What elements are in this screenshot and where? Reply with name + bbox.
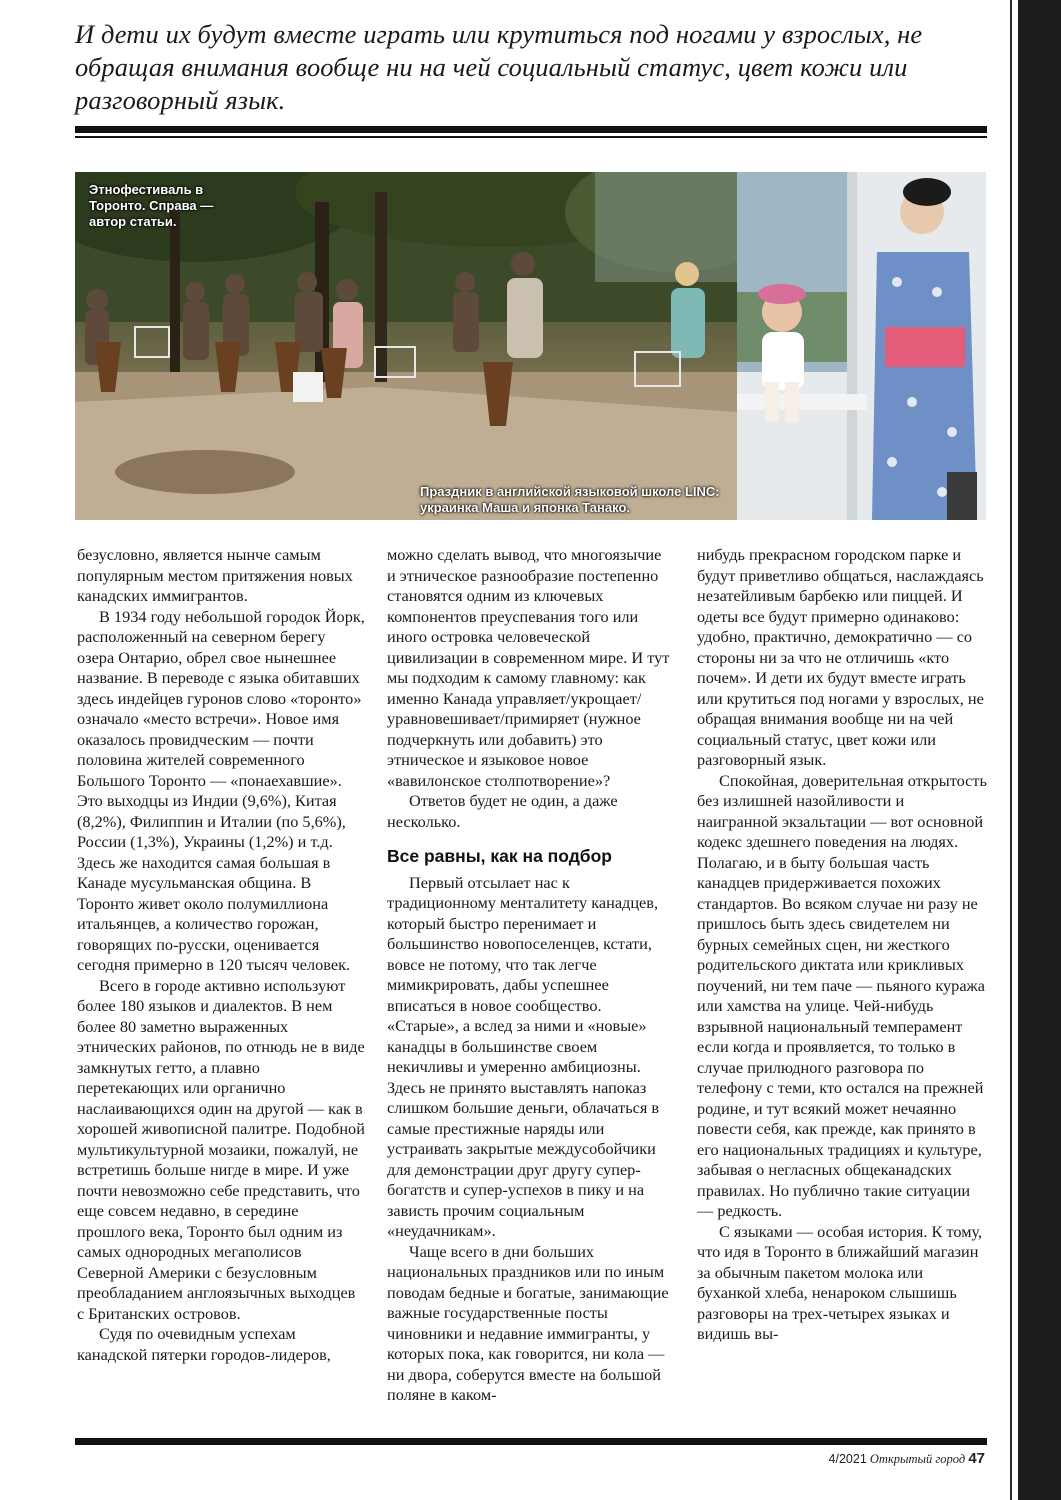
article-column-3 (697, 545, 987, 1345)
paragraph: можно сделать вывод, что многоязычие и этническое разнообразие постепенно становятся одним из ключевых компонентов преуспевания того или иного островка человеческой цивилизации в современном мире. И тут мы подходим к самому главному: как именно Канада управляет/укрощает/уравновешивает/примиряет (нужное подчеркнуть или добавить) это этническое и языковое новое «вавилонское столпотворение»? (387, 545, 670, 790)
pullquote-rule (75, 126, 987, 133)
paragraph: Спокойная, доверительная открытость без излишней назойливости и наигранной экзальтации — вот основной кодекс здешнего поведения на людях. Полагаю, и в быту большая часть канадцев придерживается похожих стандартов. Во всяком случае ни разу не пришлось быть здесь свидетелем ни бурных семейных сцен, ни жесткого родительского диктата или крикливых поучений, ни тем паче — пьяного куража или хамства на улице. Чей-нибудь взрывной национальный темперамент если когда и проявляется, то только в случае прилюдного разговора по телефону с теми, кто остался на прежней родине, и тут всякий может нечаянно повести себя, как прежде, как принято в его национальных традициях и культуре, забывая о негласных общеканадских правилах. Но публично такие ситуации — редкость. (697, 770, 987, 1220)
paragraph: Ответов будет не один, а даже несколько. (387, 791, 618, 831)
pull-quote: И дети их будут вместе играть или крутиться под ногами у взрослых, не обращая внимания вообще ни на чей социальный статус, цвет кожи или разговорный язык. (75, 19, 923, 115)
footer-rule (75, 1438, 987, 1445)
photo-caption-school: Праздник в английской языковой школе LINC: украинка Маша и японка Танако. (420, 484, 720, 515)
paragraph: безусловно, является нынче самым популярным местом притяжения новых канадских иммигрантов. (77, 545, 353, 605)
article-column-1 (77, 545, 365, 1365)
school-celebration-scene (737, 172, 986, 520)
paragraph: С языками — особая история. К тому, что идя в Торонто в ближайший магазин за обычным пакетом молока или буханкой хлеба, ненароком слышишь разговоры на трех-четырех языках и видишь вы- (697, 1221, 983, 1343)
section-subheading: Все равны, как на подбор (387, 846, 612, 866)
page-edge-line (1010, 0, 1012, 1500)
issue-number: 4/2021 (828, 1452, 867, 1466)
school-celebration-photo (737, 172, 986, 520)
paragraph: Первый отсылает нас к традиционному менталитету канадцев, который быстро перенимает и большинство новопоселенцев, кстати, вовсе не потому, что так легче мимикрировать, дабы успешнее вписаться в новое сообщество. «Старые», а вслед за ними и «новые» канадцы в большинстве своем некичливы и умеренно амбициозны. Здесь не принято выставлять напоказ слишком большие деньги, облачаться в самые престижные наряды или устраивать закрытые междусобойчики для демонстрации друг другу супер-богатств и супер-успехов в пику и на зависть прочим социальным «неудачникам». (387, 872, 660, 1240)
paragraph: Всего в городе активно используют более 180 языков и диалектов. В нем более 80 заметно выраженных этнических районов, по отнюдь не в виде замкнутых гетто, а плавно перетекающих или органично наслаивающихся один на другой — как в хорошей живописной палитре. Подобной мультикультурной мозаики, пожалуй, не встретишь больше нигде в мире. И уже почти невозможно себе представить, что еще совсем недавно, в середине прошлого века, Торонто был одним из самых однородных мегаполисов Северной Америки с безусловным преобладанием англоязычных выходцев с Британских островов. (77, 975, 365, 1323)
page-number: 47 (968, 1450, 985, 1467)
paragraph: Судя по очевидным успехам канадской пятерки городов-лидеров, (77, 1324, 331, 1364)
pullquote-rule-thin (75, 136, 987, 138)
magazine-title: Открытый город (869, 1452, 966, 1466)
paragraph: Чаще всего в дни больших национальных праздников или по иным поводам бедные и богатые, занимающие важные государственные посты чиновники и недавние иммигранты, у которых пока, как говорится, ни кола — ни двора, соберутся вместе на большой поляне в каком- (387, 1241, 669, 1404)
page-footer (829, 1450, 985, 1467)
paragraph: нибудь прекрасном городском парке и будут приветливо общаться, наслаждаясь незатейливым барбекю или пиццей. И одеты все будут примерно одинаково: удобно, практично, демократично — со стороны ни за что не отличишь «кто почем». И дети их будут вместе играть или крутиться под ногами у взрослых, не обращая внимания вообще ни на чей социальный статус, цвет кожи или разговорный язык. (697, 545, 984, 769)
page-edge-bar (1018, 0, 1061, 1500)
paragraph: В 1934 году небольшой городок Йорк, расположенный на северном берегу озера Онтарио, обрел свое нынешнее название. В переводе с языка обитавших здесь индейцев гуронов слово «торонто» означало «место встречи». Новое имя оказалось провидческим — почти половина жителей современного Большого Торонто — «понаехавшие». Это выходцы из Индии (9,6%), Китая (8,2%), Филиппин и Италии (по 5,6%), России (1,3%), Украины (1,2%) и т.д. Здесь же находится самая большая в Канаде мусульманская община. В Торонто живет около полумиллиона итальянцев, а количество горожан, говорящих по-русски, оценивается сегодня примерно в 120 тысяч человек. (77, 606, 365, 974)
article-column-2 (387, 545, 673, 1406)
photo-caption-festival: Этнофестиваль в Торонто. Справа — автор статьи. (89, 182, 214, 229)
ethnofestival-photo (75, 172, 737, 520)
